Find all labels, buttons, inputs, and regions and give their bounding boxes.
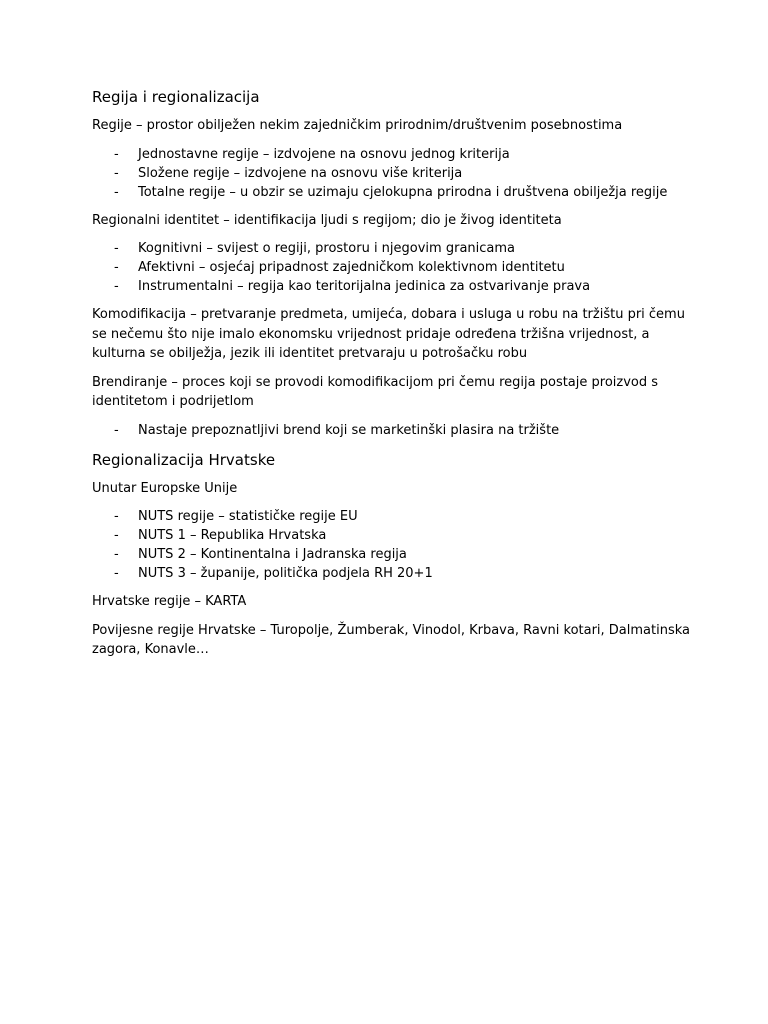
- list-item: [92, 258, 692, 277]
- list-dash: -: [114, 260, 119, 275]
- list-item-text: Totalne regije – u obzir se uzimaju cjelokupna prirodna i društvena obilježja regije: [138, 184, 668, 200]
- paragraph-karta: Hrvatske regije – KARTA: [92, 594, 247, 609]
- section-heading-regionalizacija-hrvatske: Regionalizacija Hrvatske: [92, 450, 276, 469]
- paragraph-povijesne-regije: Povijesne regije Hrvatske – Turopolje, Žumberak, Vinodol, Krbava, Ravni kotari, Dalmatinska zagora, Konavle…: [92, 622, 691, 657]
- list-item: [92, 507, 692, 526]
- paragraph-brendiranje: Brendiranje – proces koji se provodi komodifikacijom pri čemu regija postaje proizvod s identitetom i podrijetlom: [92, 374, 659, 409]
- list-dash: -: [114, 279, 119, 294]
- list-item-text: NUTS 2 – Kontinentalna i Jadranska regija: [138, 547, 407, 562]
- list-item-text: Jednostavne regije – izdvojene na osnovu jednog kriterija: [138, 146, 510, 162]
- list-item-text: NUTS 1 – Republika Hrvatska: [138, 528, 327, 543]
- list-item: [92, 545, 692, 564]
- list-nuts: [92, 507, 692, 583]
- paragraph-identitet: Regionalni identitet – identifikacija ljudi s regijom; dio je živog identiteta: [92, 212, 562, 228]
- paragraph-komodifikacija: Komodifikacija – pretvaranje predmeta, umijeća, dobara i usluga u robu na tržištu pri čemu se nečemu što nije imalo ekonomsku vrijednost pridaje određena tržišna vrijednost, a kulturna se obilježja, jezik ili identitet pretvaraju u potrošačku robu: [92, 307, 685, 361]
- list-item-text: Afektivni – osjećaj pripadnost zajedničkom kolektivnom identitetu: [138, 260, 565, 275]
- list-item: [92, 183, 692, 202]
- list-dash: -: [114, 547, 119, 562]
- paragraph-regije: Regije – prostor obilježen nekim zajedničkim prirodnim/društvenim posebnostima: [92, 118, 623, 133]
- list-dash: -: [114, 509, 119, 524]
- list-item-text: Složene regije – izdvojene na osnovu više kriterija: [138, 165, 463, 181]
- list-identitet: [92, 239, 692, 296]
- list-dash: -: [114, 241, 119, 256]
- list-dash: -: [114, 146, 119, 162]
- document-page: [92, 86, 692, 669]
- list-item-text: Kognitivni – svijest o regiji, prostoru i njegovim granicama: [138, 241, 515, 256]
- list-item: [92, 164, 692, 183]
- list-item-text: Instrumentalni – regija kao teritorijalna jedinica za ostvarivanje prava: [138, 279, 591, 294]
- list-item: [92, 526, 692, 545]
- list-item: [92, 421, 692, 440]
- list-item-text: Nastaje prepoznatljivi brend koji se marketinški plasira na tržište: [138, 422, 560, 438]
- list-dash: -: [114, 184, 119, 200]
- list-item: [92, 564, 692, 583]
- list-brendiranje: [92, 421, 692, 440]
- list-item-text: NUTS 3 – županije, politička podjela RH 20+1: [138, 566, 433, 581]
- list-item: [92, 239, 692, 258]
- paragraph-eu: Unutar Europske Unije: [92, 480, 238, 496]
- list-dash: -: [114, 566, 119, 581]
- list-dash: -: [114, 422, 119, 438]
- list-dash: -: [114, 165, 119, 181]
- list-item: [92, 145, 692, 164]
- list-item: [92, 277, 692, 296]
- list-item-text: NUTS regije – statističke regije EU: [138, 509, 358, 524]
- list-dash: -: [114, 528, 119, 543]
- section-heading-regija: Regija i regionalizacija: [92, 88, 260, 106]
- list-regije: [92, 145, 692, 202]
